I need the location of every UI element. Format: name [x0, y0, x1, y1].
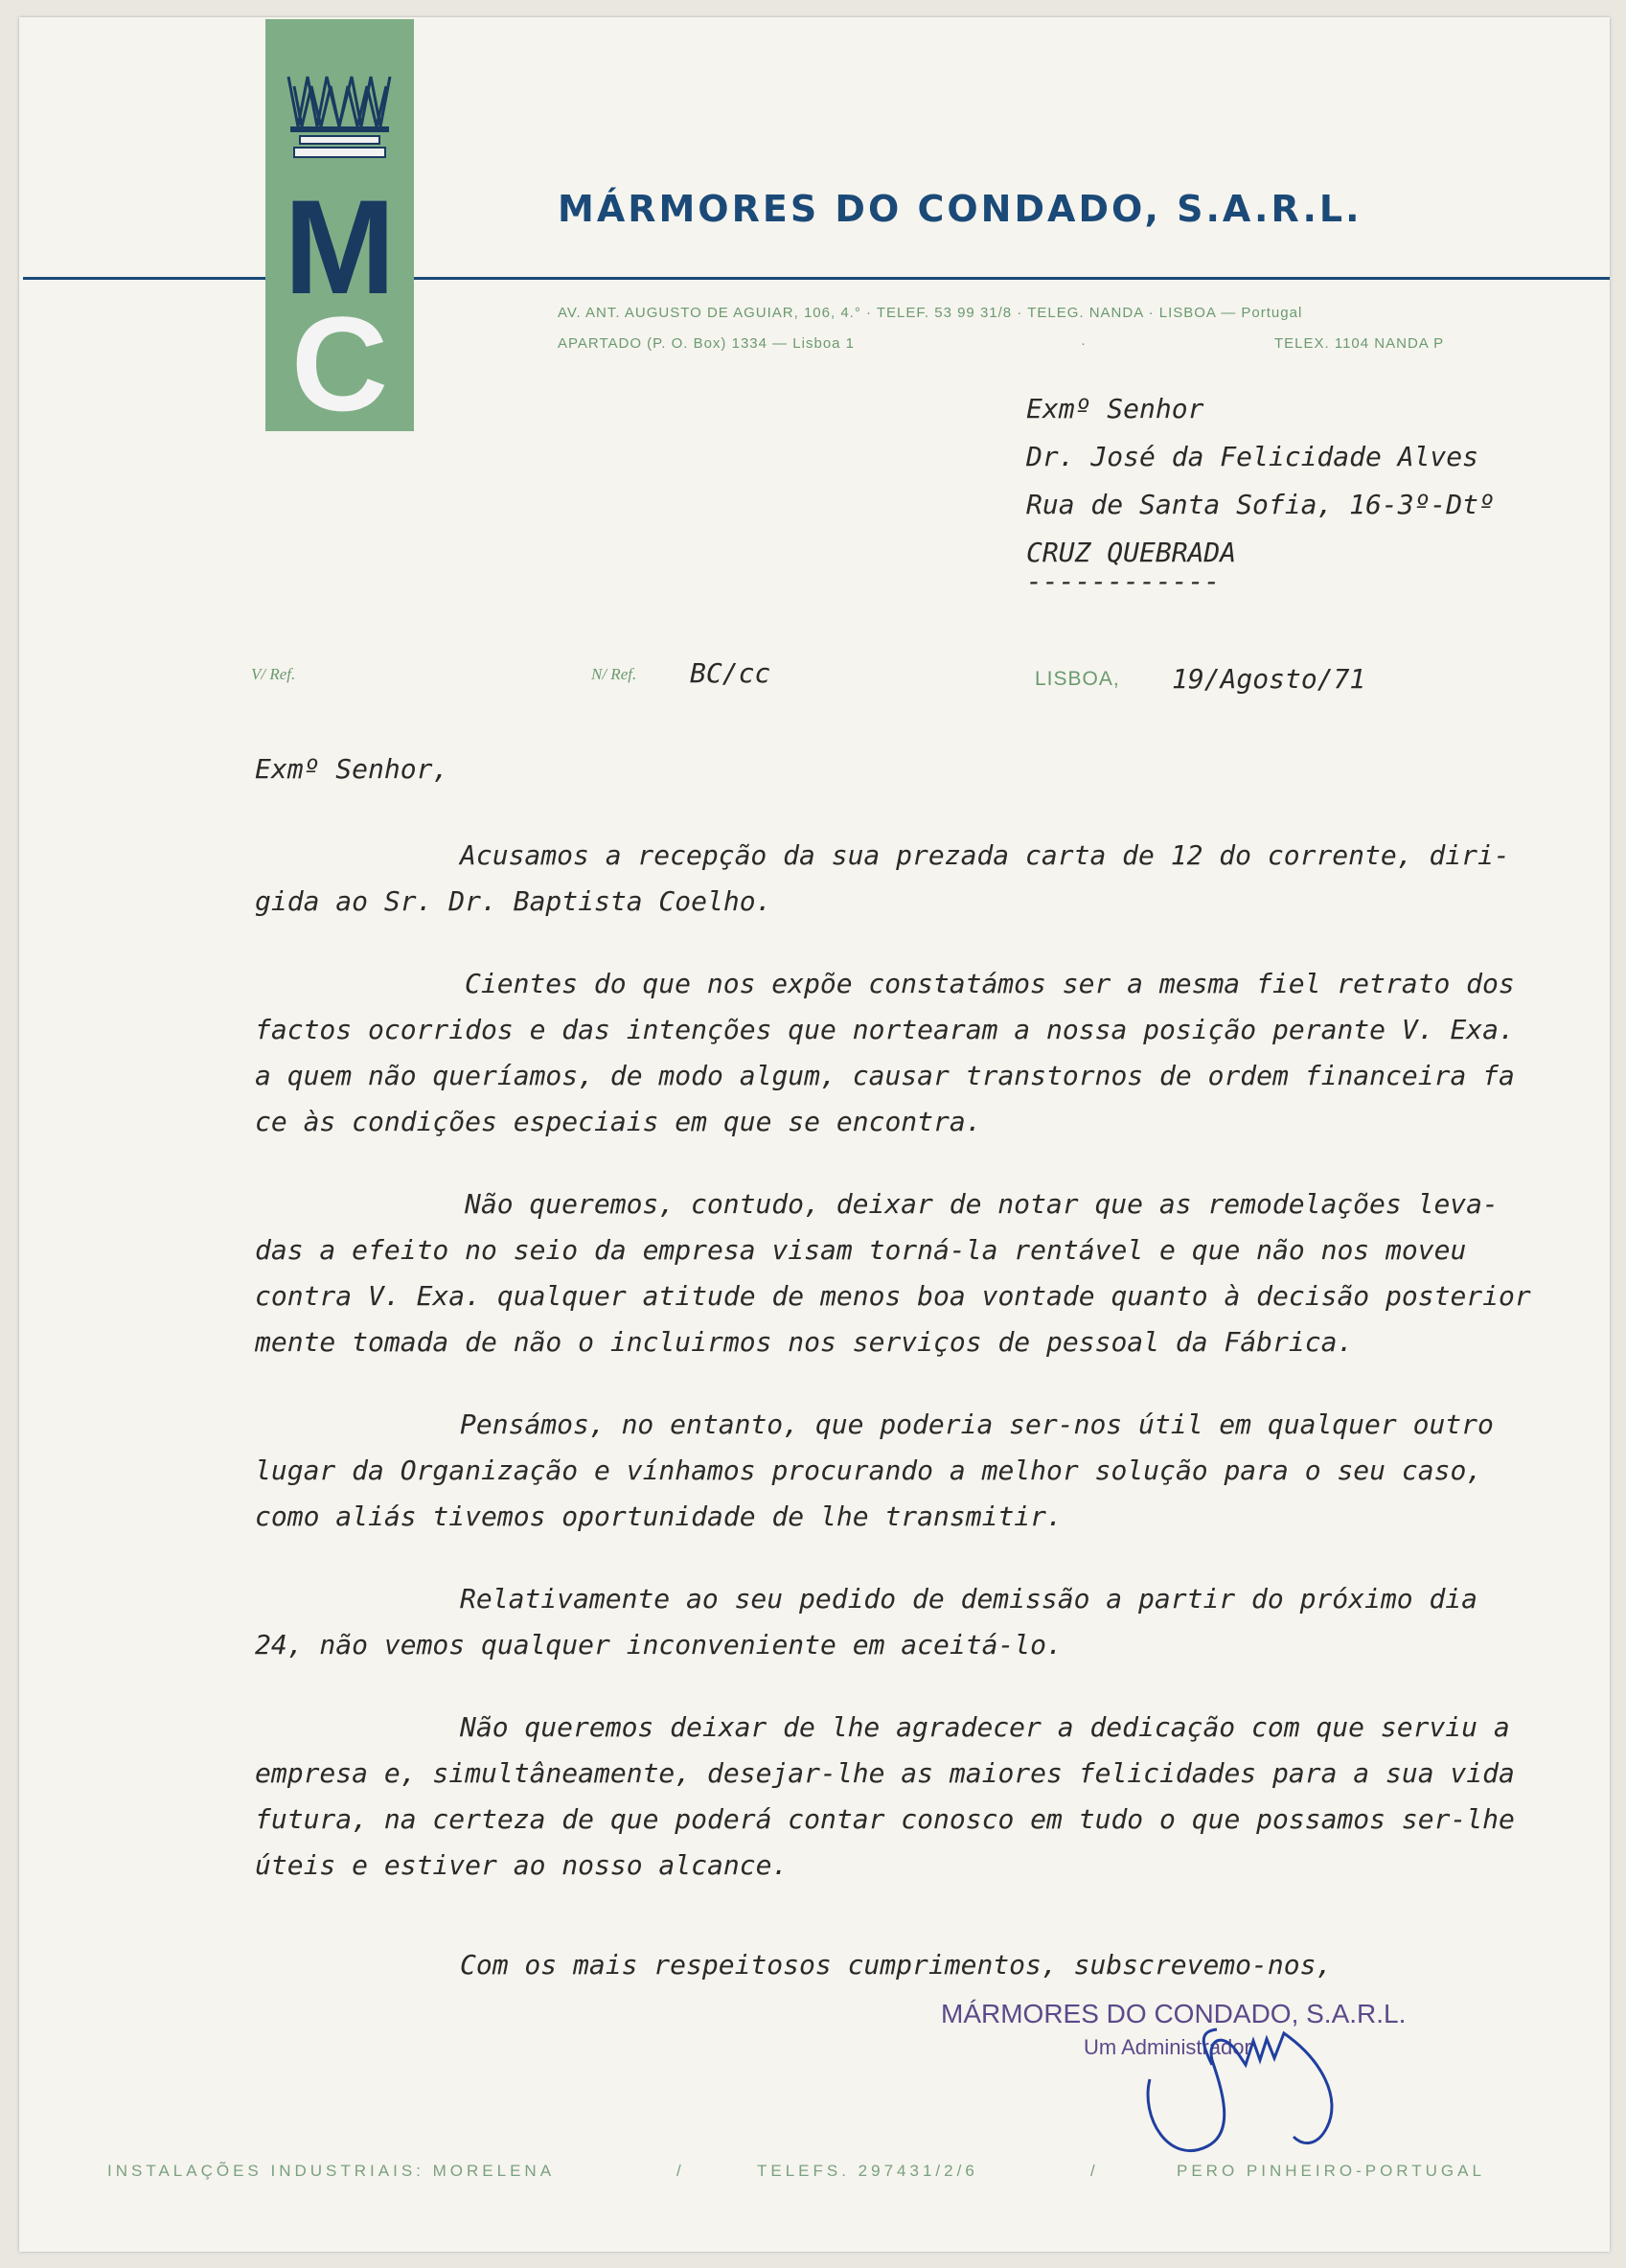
- handwritten-signature: [1131, 2022, 1361, 2165]
- footer-separator: /: [1090, 2162, 1099, 2180]
- header-rule-right: [414, 277, 1610, 280]
- nref-label: N/ Ref.: [591, 665, 637, 683]
- address-line-1: AV. ANT. AUGUSTO DE AGUIAR, 106, 4.° · TELEF. 53 99 31/8 · TELEG. NANDA · LISBOA — Portugal: [558, 305, 1303, 321]
- crown-icon: [281, 48, 399, 163]
- recipient-city: CRUZ QUEBRADA: [1026, 537, 1237, 568]
- vref-label: V/ Ref.: [251, 665, 296, 683]
- letter-date: 19/Agosto/71: [1172, 663, 1366, 695]
- footer-installations: INSTALAÇÕES INDUSTRIAIS: MORELENA: [107, 2162, 556, 2180]
- body-line: como aliás tivemos oportunidade de lhe transmitir.: [255, 1501, 1063, 1532]
- recipient-name: Dr. José da Felicidade Alves: [1026, 441, 1479, 472]
- body-line: 24, não vemos qualquer inconveniente em aceitá-lo.: [255, 1629, 1063, 1661]
- body-line: Cientes do que nos expõe constatámos ser a mesma fiel retrato dos: [465, 968, 1515, 999]
- body-line: a quem não queríamos, de modo algum, causar transtornos de ordem financeira fa: [255, 1060, 1515, 1091]
- recipient-city-underline: ------------: [1026, 565, 1221, 597]
- body-line: contra V. Exa. qualquer atitude de menos boa vontade quanto à decisão posterior: [255, 1280, 1531, 1312]
- body-line: lugar da Organização e vínhamos procurando a melhor solução para o seu caso,: [255, 1455, 1483, 1486]
- address-line-2-right: TELEX. 1104 NANDA P: [1274, 335, 1445, 352]
- body-line: mente tomada de não o incluirmos nos serviços de pessoal da Fábrica.: [255, 1326, 1354, 1358]
- footer-separator: /: [676, 2162, 685, 2180]
- closing-line: Com os mais respeitosos cumprimentos, subscrevemo-nos,: [460, 1949, 1333, 1981]
- body-line: das a efeito no seio da empresa visam torná-la rentável e que não nos moveu: [255, 1234, 1467, 1266]
- greeting: Exmº Senhor,: [255, 753, 449, 785]
- header-rule-left: [23, 277, 265, 280]
- address-line-2-left: APARTADO (P. O. Box) 1334 — Lisboa 1: [558, 335, 856, 352]
- body-line: Não queremos deixar de lhe agradecer a dedicação com que serviu a: [460, 1711, 1510, 1743]
- address-line-2-mid: ·: [1081, 335, 1087, 352]
- nref-value: BC/cc: [690, 657, 771, 689]
- body-line: Não queremos, contudo, deixar de notar que as remodelações leva-: [465, 1188, 1499, 1220]
- footer-phones: TELEFS. 297431/2/6: [757, 2162, 978, 2180]
- body-line: Pensámos, no entanto, que poderia ser-nos útil em qualquer outro: [460, 1409, 1494, 1440]
- body-line: úteis e estiver ao nosso alcance.: [255, 1849, 789, 1881]
- place-label: LISBOA,: [1035, 668, 1120, 690]
- company-name: MÁRMORES DO CONDADO, S.A.R.L.: [558, 188, 1363, 230]
- body-line: ce às condições especiais em que se encontra.: [255, 1106, 982, 1137]
- body-line: futura, na certeza de que poderá contar conosco em tudo o que possamos ser-lhe: [255, 1803, 1515, 1835]
- body-line: Acusamos a recepção da sua prezada carta de 12 do corrente, diri-: [460, 839, 1510, 871]
- logo-letter-c: C: [290, 288, 389, 439]
- recipient-salutation: Exmº Senhor: [1026, 393, 1204, 424]
- logo-letter-m: M: [284, 172, 396, 322]
- stamp-company: MÁRMORES DO CONDADO, S.A.R.L.: [941, 1999, 1407, 2028]
- recipient-street: Rua de Santa Sofia, 16-3º-Dtº: [1026, 489, 1495, 520]
- footer-location: PERO PINHEIRO-PORTUGAL: [1177, 2162, 1485, 2180]
- body-line: gida ao Sr. Dr. Baptista Coelho.: [255, 885, 772, 917]
- company-logo: [265, 19, 414, 439]
- body-line: Relativamente ao seu pedido de demissão a partir do próximo dia: [460, 1583, 1478, 1615]
- body-line: factos ocorridos e das intenções que nortearam a nossa posição perante V. Exa.: [255, 1014, 1515, 1045]
- body-line: empresa e, simultâneamente, desejar-lhe as maiores felicidades para a sua vida: [255, 1757, 1515, 1789]
- stamp-role: Um Administrador: [1084, 2035, 1251, 2059]
